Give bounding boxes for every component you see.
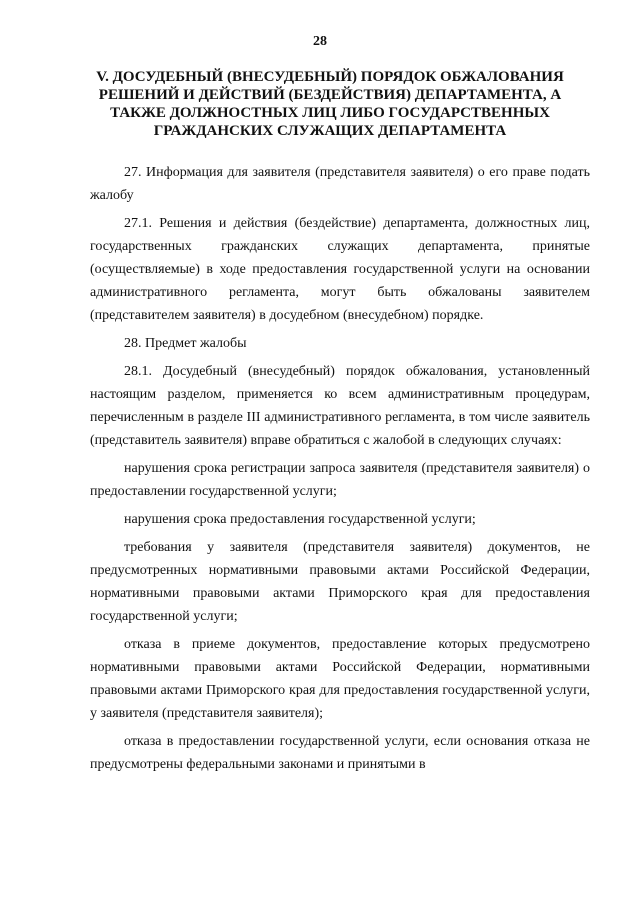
section-heading xyxy=(80,68,580,140)
heading-line: V. ДОСУДЕБНЫЙ (ВНЕСУДЕБНЫЙ) ПОРЯДОК ОБЖАЛОВАНИЯ xyxy=(96,69,564,85)
paragraph-28-1: 28.1. Досудебный (внесудебный) порядок обжалования, установленный настоящим разделом, применяется ко всем административным процедурам, перечисленным в разделе III административного регламента, в том числе заявитель (представитель заявителя) вправе обратиться с жалобой в следующих случаях: xyxy=(90,364,590,448)
list-item-extra-documents: требования у заявителя (представителя заявителя) документов, не предусмотренных нормативными правовыми актами Российской Федерации, нормативными правовыми актами Приморского края для предоставления государственной услуги; xyxy=(90,540,590,624)
list-item-registration-deadline: нарушения срока регистрации запроса заявителя (представителя заявителя) о предоставлении государственной услуги; xyxy=(90,461,590,499)
heading-line: РЕШЕНИЙ И ДЕЙСТВИЙ (БЕЗДЕЙСТВИЯ) ДЕПАРТАМЕНТА, А xyxy=(98,87,562,103)
list-item-refusal-service: отказа в предоставлении государственной услуги, если основания отказа не предусмотрены федеральными законами и принятыми в xyxy=(90,734,590,772)
list-item-refusal-acceptance: отказа в приеме документов, предоставление которых предусмотрено нормативными правовыми актами Российской Федерации, нормативными правовыми актами Приморского края для предоставления государственной услуги, у заявителя (представителя заявителя); xyxy=(90,637,590,721)
paragraph-27-info-title: 27. Информация для заявителя (представителя заявителя) о его праве подать жалобу xyxy=(90,165,590,203)
list-item-service-deadline: нарушения срока предоставления государственной услуги; xyxy=(124,512,476,527)
heading-line: ТАКЖЕ ДОЛЖНОСТНЫХ ЛИЦ ЛИБО ГОСУДАРСТВЕННЫХ xyxy=(110,105,550,121)
heading-line: ГРАЖДАНСКИХ СЛУЖАЩИХ ДЕПАРТАМЕНТА xyxy=(153,123,507,139)
paragraph-27-1: 27.1. Решения и действия (бездействие) департамента, должностных лиц, государственных гражданских служащих департамента, принятые (осуществляемые) в ходе предоставления государственной услуги на основании административного регламента, могут быть обжалованы заявителем (представителем заявителя) в досудебном (внесудебном) порядке. xyxy=(90,216,590,323)
body-text xyxy=(90,161,590,779)
page-number: 28 xyxy=(313,34,327,49)
paragraph-28-subject-title: 28. Предмет жалобы xyxy=(124,336,247,351)
